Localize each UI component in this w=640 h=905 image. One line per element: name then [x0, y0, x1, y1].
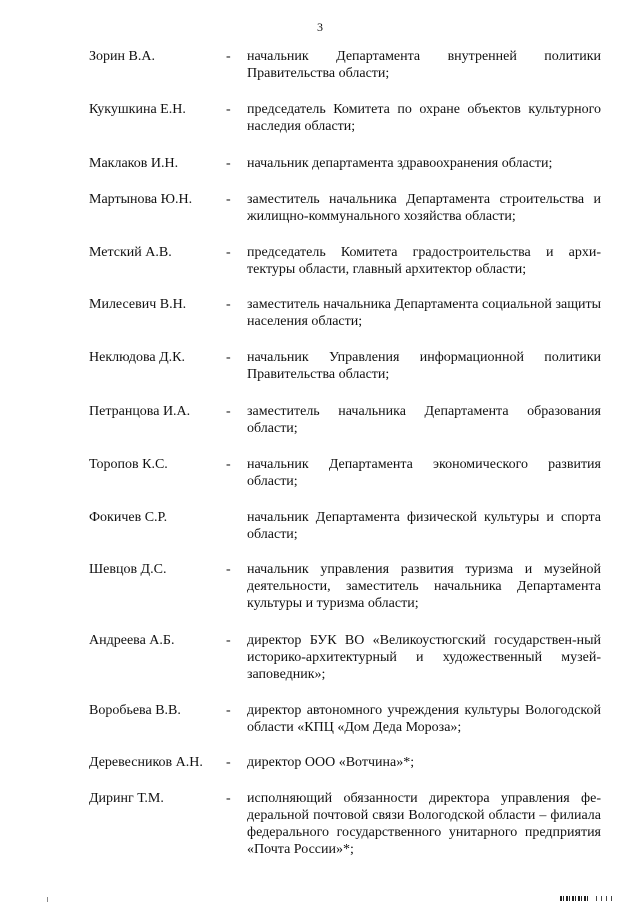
scan-tick-marks: [596, 896, 616, 901]
member-name: Метский А.В.: [89, 245, 172, 260]
member-position: директор БУК ВО «Великоустюгский государствен-ный историко-архитектурный и художественный музей-заповедник»;: [247, 633, 601, 682]
member-position: начальник управления развития туризма и музейной деятельности, заместитель начальника Департамента культуры и туризма области;: [247, 562, 601, 611]
member-name: Маклаков И.Н.: [89, 156, 179, 171]
barcode-mark: [560, 896, 590, 901]
member-name: Кукушкина Е.Н.: [89, 102, 186, 117]
member-name: Мартынова Ю.Н.: [89, 192, 193, 207]
dash-separator: -: [226, 350, 231, 365]
member-position: начальник департамента здравоохранения области;: [247, 156, 553, 171]
member-name: Шевцов Д.С.: [89, 562, 167, 577]
member-name: Андреева А.Б.: [89, 633, 175, 648]
dash-separator: -: [226, 562, 231, 577]
scan-tick-mark: [47, 897, 48, 902]
dash-separator: -: [226, 703, 231, 718]
dash-separator: -: [226, 49, 231, 64]
dash-separator: -: [226, 245, 231, 260]
dash-separator: -: [226, 791, 231, 806]
member-position: заместитель начальника Департамента образования области;: [247, 404, 601, 436]
dash-separator: -: [226, 156, 231, 171]
member-name: Диринг Т.М.: [89, 791, 164, 806]
member-position: председатель Комитета градостроительства и архи-тектуры области, главный архитектор области;: [247, 245, 601, 277]
member-position: начальник Департамента экономического развития области;: [247, 457, 601, 489]
member-name: Неклюдова Д.К.: [89, 350, 186, 365]
member-position: заместитель начальника Департамента строительства и жилищно-коммунального хозяйства области;: [247, 192, 601, 224]
dash-separator: -: [226, 755, 231, 770]
member-position: начальник Департамента физической культуры и спорта области;: [247, 510, 601, 542]
dash-separator: -: [226, 633, 231, 648]
member-name: Торопов К.С.: [89, 457, 168, 472]
member-position: директор автономного учреждения культуры Вологодской области «КПЦ «Дом Деда Мороза»;: [247, 703, 601, 735]
member-position: начальник Управления информационной политики Правительства области;: [247, 350, 601, 382]
dash-separator: -: [226, 404, 231, 419]
dash-separator: -: [226, 297, 231, 312]
dash-separator: -: [226, 457, 231, 472]
dash-separator: -: [226, 102, 231, 117]
member-position: заместитель начальника Департамента социальной защиты населения области;: [247, 297, 601, 329]
dash-separator: -: [226, 192, 231, 207]
member-name: Фокичев С.Р.: [89, 510, 168, 525]
member-name: Зорин В.А.: [89, 49, 155, 64]
member-position: начальник Департамента внутренней политики Правительства области;: [247, 49, 601, 81]
member-position: директор ООО «Вотчина»*;: [247, 755, 415, 770]
scan-marks: [0, 896, 640, 905]
member-name: Воробьева В.В.: [89, 703, 181, 718]
member-position: исполняющий обязанности директора управления фе-деральной почтовой связи Вологодской области – филиала федерального государственного унитарного предприятия «Почта России»*;: [247, 791, 601, 857]
page-number: 3: [317, 20, 323, 34]
member-name: Петранцова И.А.: [89, 404, 191, 419]
member-name: Милесевич В.Н.: [89, 297, 187, 312]
member-name: Деревесников А.Н.: [89, 755, 203, 770]
member-position: председатель Комитета по охране объектов культурного наследия области;: [247, 102, 601, 134]
